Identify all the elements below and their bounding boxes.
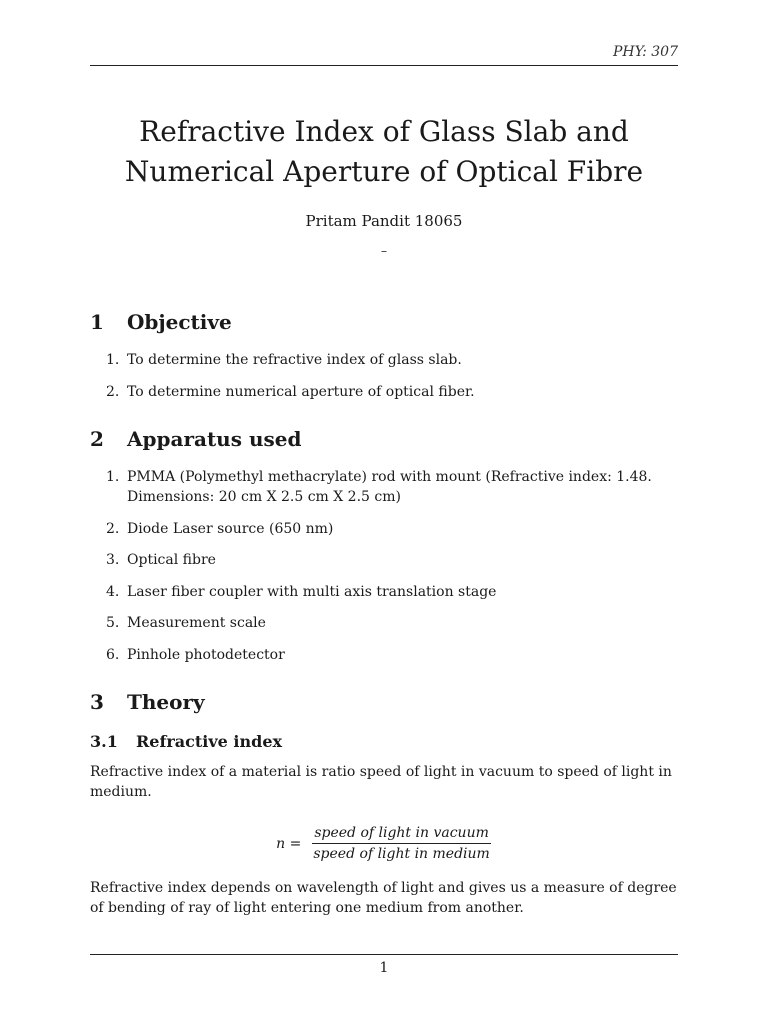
list-item-text: Pinhole photodetector	[127, 646, 285, 663]
list-marker: 2.	[106, 520, 120, 537]
refractive-index-equation	[0, 825, 768, 862]
list-item	[90, 519, 678, 539]
section-apparatus-heading	[90, 427, 301, 451]
list-item	[90, 467, 678, 507]
title-line-2: Numerical Aperture of Optical Fibre	[124, 155, 644, 188]
list-item-text: To determine numerical aperture of optical fiber.	[127, 383, 475, 400]
equation-numerator: speed of light in vacuum	[312, 825, 491, 844]
section-title: Objective	[127, 310, 232, 334]
list-marker: 3.	[106, 552, 120, 568]
course-code: PHY: 307	[612, 44, 678, 60]
list-marker: 2.	[106, 383, 120, 400]
title-line-1: Refractive Index of Glass Slab and	[139, 115, 629, 148]
list-item	[90, 582, 678, 602]
section-objective-heading	[90, 310, 232, 334]
list-item-text: Measurement scale	[127, 615, 266, 631]
list-item	[90, 550, 678, 570]
header-rule	[90, 65, 678, 66]
list-item-text: PMMA (Polymethyl methacrylate) rod with mount (Refractive index: 1.48. Dimensions: 20 cm X 2.5 cm X 2.5 cm)	[127, 469, 652, 505]
section-title: Theory	[127, 690, 205, 714]
list-item-text: Laser fiber coupler with multi axis translation stage	[127, 583, 497, 600]
list-item	[90, 382, 678, 402]
section-theory-heading	[90, 690, 205, 714]
list-marker: 1.	[106, 352, 120, 368]
list-marker: 1.	[106, 469, 120, 485]
list-item-text: Diode Laser source (650 nm)	[127, 520, 334, 537]
list-marker: 5.	[106, 615, 120, 631]
section-title: Apparatus used	[127, 427, 302, 451]
paragraph-definition: Refractive index of a material is ratio speed of light in vacuum to speed of light in medium.	[90, 764, 672, 800]
list-item	[90, 613, 678, 633]
paragraph-wavelength: Refractive index depends on wavelength of light and gives us a measure of degree of bending of ray of light entering one medium from another.	[90, 880, 677, 916]
subsection-title: Refractive index	[136, 732, 283, 751]
section-number: 2	[90, 427, 104, 451]
section-number: 3	[90, 690, 104, 714]
equation-lhs: n =	[276, 835, 302, 852]
footer-rule	[90, 954, 678, 955]
date-placeholder: –	[381, 244, 387, 258]
equation-fraction	[311, 825, 491, 862]
list-item-text: To determine the refractive index of glass slab.	[127, 352, 462, 368]
list-item	[90, 645, 678, 665]
apparatus-list	[90, 467, 678, 676]
list-marker: 4.	[106, 583, 120, 600]
subsection-refractive-index-heading	[90, 732, 282, 751]
list-marker: 6.	[106, 646, 120, 663]
equation-denominator: speed of light in medium	[313, 846, 490, 862]
page-number: 1	[379, 960, 389, 976]
author-name: Pritam Pandit 18065	[305, 212, 463, 230]
list-item	[90, 350, 678, 370]
paper-title	[60, 112, 708, 192]
subsection-number: 3.1	[90, 732, 118, 751]
objective-list	[90, 350, 678, 413]
list-item-text: Optical fibre	[127, 552, 216, 568]
section-number: 1	[90, 310, 104, 334]
